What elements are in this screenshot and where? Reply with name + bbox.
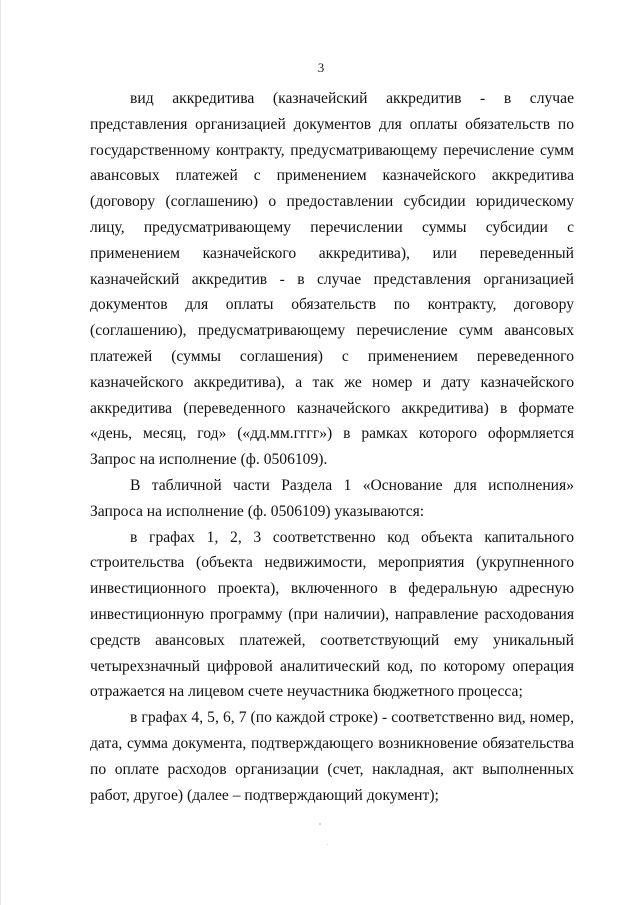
page-number: 3 xyxy=(317,60,325,75)
scan-artifact xyxy=(319,823,321,825)
scan-artifact xyxy=(327,844,328,845)
paragraph-columns-1-3: в графах 1, 2, 3 соответственно код объекта капитального строительства (объекта недвижимости, мероприятия (укрупненного инвестиционного проекта), включенного в федеральную адресную инвестиционную программу (при наличии), направление расходования средств авансовых платежей, соответствующий ему уникальный четырехзначный цифровой аналитический код, по которому операция отражается на лицевом счете неучастника бюджетного процесса; xyxy=(90,528,574,701)
paragraph-table-section-intro: В табличной части Раздела 1 «Основание для исполнения» Запроса на исполнение (ф. 0506109) указываются: xyxy=(90,476,574,520)
paragraph-columns-4-7: в графах 4, 5, 6, 7 (по каждой строке) - соответственно вид, номер, дата, сумма документа, подтверждающего возникновение обязательства по оплате расходов организации (счет, накладная, акт выполненных работ, другое) (далее – подтверждающий документ); xyxy=(90,709,574,804)
document-body xyxy=(90,86,574,808)
paragraph-accreditive-type: вид аккредитива (казначейский аккредитив - в случае представления организацией документов для оплаты обязательств по государственному контракту, предусматривающему перечисление сумм авансовых платежей с применением казначейского аккредитива (договору (соглашению) о предоставлении субсидии юридическому лицу, предусматривающему перечислении суммы субсидии с применением казначейского аккредитива), или переведенный казначейский аккредитив - в случае представления организацией документов для оплаты обязательств по контракту, договору (соглашению), предусматривающему перечисление сумм авансовых платежей (суммы соглашения) с применением переведенного казначейского аккредитива), а так же номер и дату казначейского аккредитива (переведенного казначейского аккредитива) в формате «день, месяц, год» («дд.мм.гггг») в рамках которого оформляется Запрос на исполнение (ф. 0506109). xyxy=(90,90,574,469)
